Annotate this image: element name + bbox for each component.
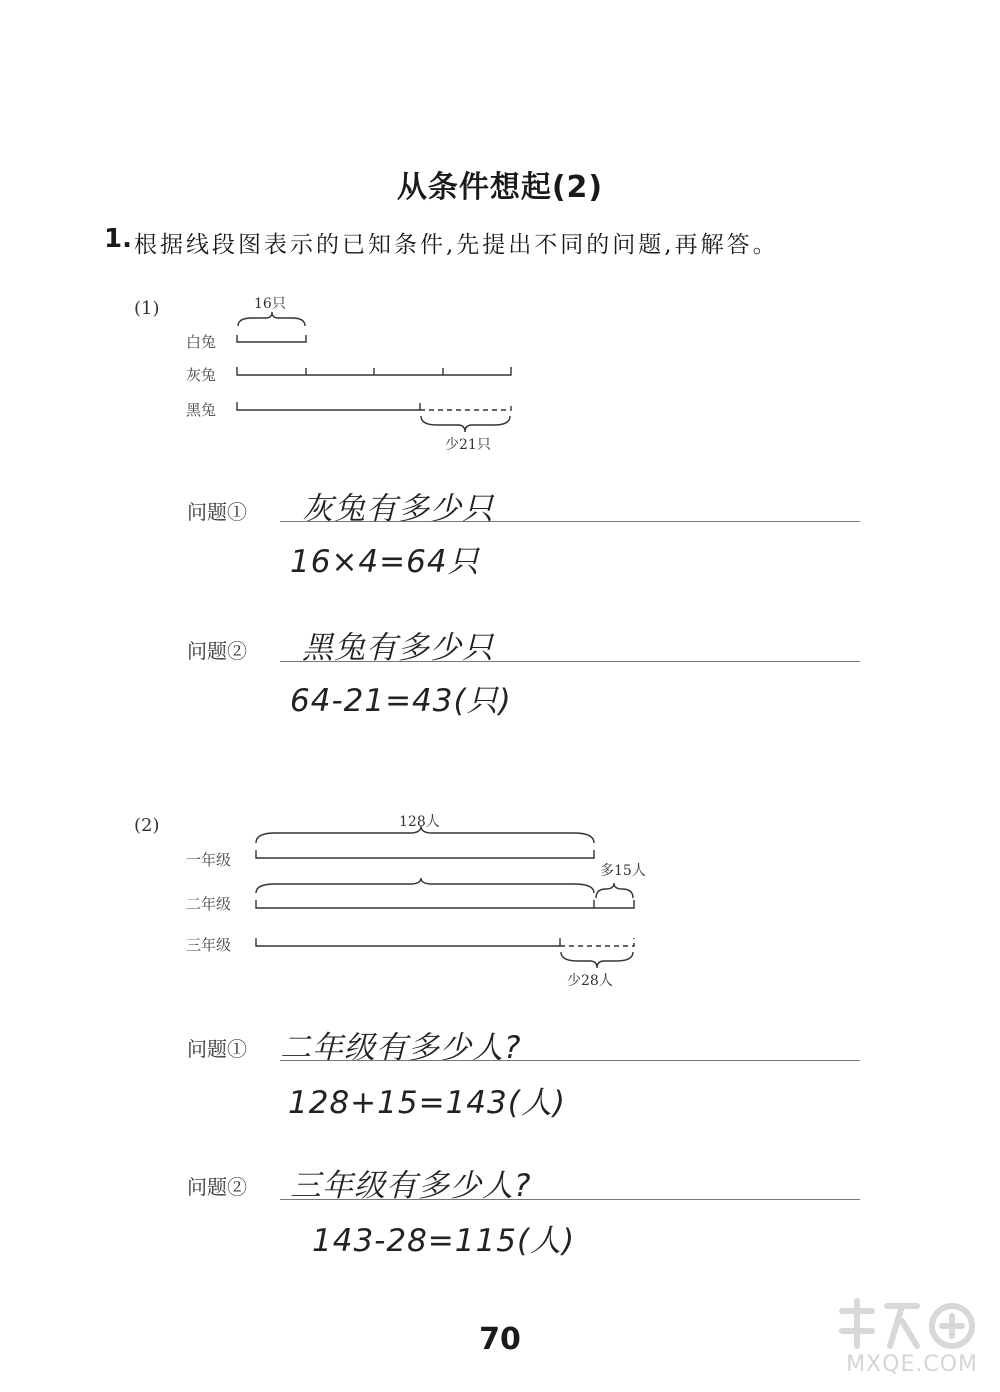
more15-brace [596, 883, 633, 898]
p1-q2-question: 黑兔有多少只 [302, 630, 494, 666]
part2-label: (2) [134, 815, 160, 836]
grade3-dashed [560, 938, 634, 946]
part1-label: (1) [134, 298, 160, 319]
p2-q1-label: 问题① [187, 1037, 247, 1061]
watermark-text: MXQE.COM [846, 1352, 978, 1377]
row-label-white-rabbit: 白兔 [186, 333, 217, 351]
part1-top-brace-label: 16只 [254, 296, 286, 312]
p2-q1-answer-line [280, 1060, 860, 1061]
p2-q2-answer-line [280, 1199, 860, 1200]
p1-q1-question: 灰兔有多少只 [302, 491, 494, 527]
grade3-segment [256, 938, 560, 946]
white-rabbit-segment [237, 335, 306, 342]
row-label-black-rabbit: 黑兔 [186, 401, 217, 419]
row-label-grade1: 一年级 [186, 851, 232, 869]
grade2-segment [256, 900, 634, 908]
bottom-brace-21 [421, 416, 510, 432]
part2-bottom-brace-label: 少28人 [567, 973, 613, 989]
p1-q2-label: 问题② [187, 639, 247, 663]
gray-rabbit-segment [237, 367, 511, 375]
part2-side-label: 多15人 [600, 863, 646, 879]
row-label-gray-rabbit: 灰兔 [186, 366, 217, 384]
bottom-brace-28 [561, 952, 633, 968]
part2-top-brace-label: 128人 [399, 814, 440, 830]
p2-q2-question: 三年级有多少人? [290, 1168, 532, 1204]
p2-q1-answer: 128+15=143(人) [288, 1085, 566, 1121]
p2-q2-label: 问题② [187, 1175, 247, 1199]
top-brace-16 [238, 312, 305, 326]
row-label-grade2: 二年级 [186, 895, 232, 913]
row-label-grade3: 三年级 [186, 936, 232, 954]
p1-q1-answer-line [280, 521, 860, 522]
grade2-brace-top [256, 878, 594, 893]
part1-bottom-brace-label: 少21只 [445, 437, 491, 453]
page-title: 从条件想起(2) [396, 170, 604, 205]
grade1-segment [256, 850, 594, 858]
p1-q1-label: 问题① [187, 500, 247, 524]
black-rabbit-segment [237, 402, 420, 410]
question-text: 根据线段图表示的已知条件,先提出不同的问题,再解答。 [134, 232, 779, 258]
p2-q1-question: 二年级有多少人? [280, 1030, 522, 1066]
p1-q2-answer: 64-21=43(只) [290, 683, 512, 719]
question-number: 1. [104, 224, 132, 254]
black-rabbit-dashed [420, 403, 511, 410]
p1-q2-answer-line [280, 661, 860, 662]
p2-q2-answer: 143-28=115(人) [312, 1223, 576, 1259]
page-number: 70 [479, 1322, 521, 1357]
p1-q1-answer: 16×4=64只 [290, 544, 480, 580]
